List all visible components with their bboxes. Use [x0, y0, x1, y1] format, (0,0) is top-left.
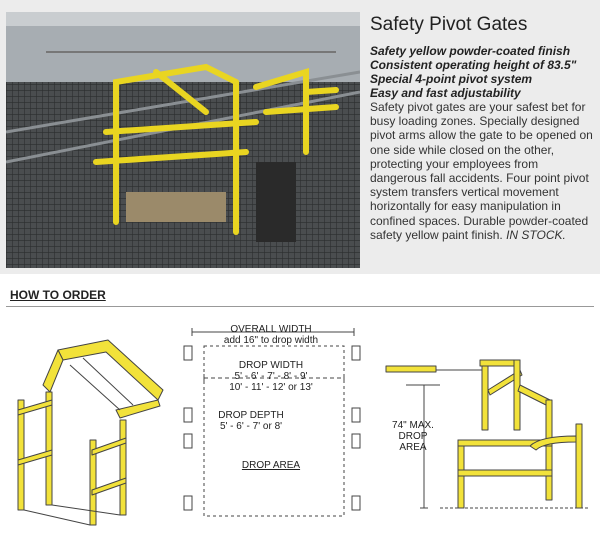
overall-width-label: OVERALL WIDTH [230, 324, 312, 335]
drop-area-label: DROP AREA [241, 460, 301, 471]
stock-status: IN STOCK. [506, 227, 566, 242]
drop-width-values-2: 10' - 11' - 12' or 13' [229, 382, 313, 393]
divider [6, 306, 594, 307]
overall-width-note: add 16" to drop width [223, 335, 319, 346]
product-photo [6, 12, 360, 268]
side-area-label: AREA [399, 442, 427, 453]
drop-depth-values: 5' - 6' - 7' or 8' [219, 421, 283, 432]
drop-depth-label: DROP DEPTH [218, 410, 284, 421]
feature-2: Consistent operating height of 83.5" [370, 58, 577, 72]
side-elevation-drawing [380, 340, 592, 532]
feature-1: Safety yellow powder-coated finish [370, 44, 571, 58]
drop-width-values-1: 5' - 6' - 7' - 8' - 9' [234, 371, 308, 382]
isometric-gate-drawing [8, 330, 168, 530]
feature-4: Easy and fast adjustability [370, 86, 521, 100]
product-info [368, 12, 594, 242]
feature-3: Special 4-point pivot system [370, 72, 533, 86]
side-drop-label: DROP [398, 431, 428, 442]
plan-view-drawing [176, 318, 366, 532]
how-to-order-heading: HOW TO ORDER [10, 288, 106, 302]
drop-width-label: DROP WIDTH [238, 360, 304, 371]
side-max-label: 74" MAX. [392, 420, 434, 431]
product-description: Safety pivot gates are your safest bet for busy loading zones. Specially designed pivot arms allow the gate to be opened on one side while closed on the other, protecting your employees from dangerous fall accidents. Four point pivot system transfers vertical movement horizontally for easy manipulation in confined spaces. Durable powder-coated safety yellow paint finish. IN STOCK. [370, 100, 593, 242]
product-title: Safety Pivot Gates [370, 14, 528, 35]
